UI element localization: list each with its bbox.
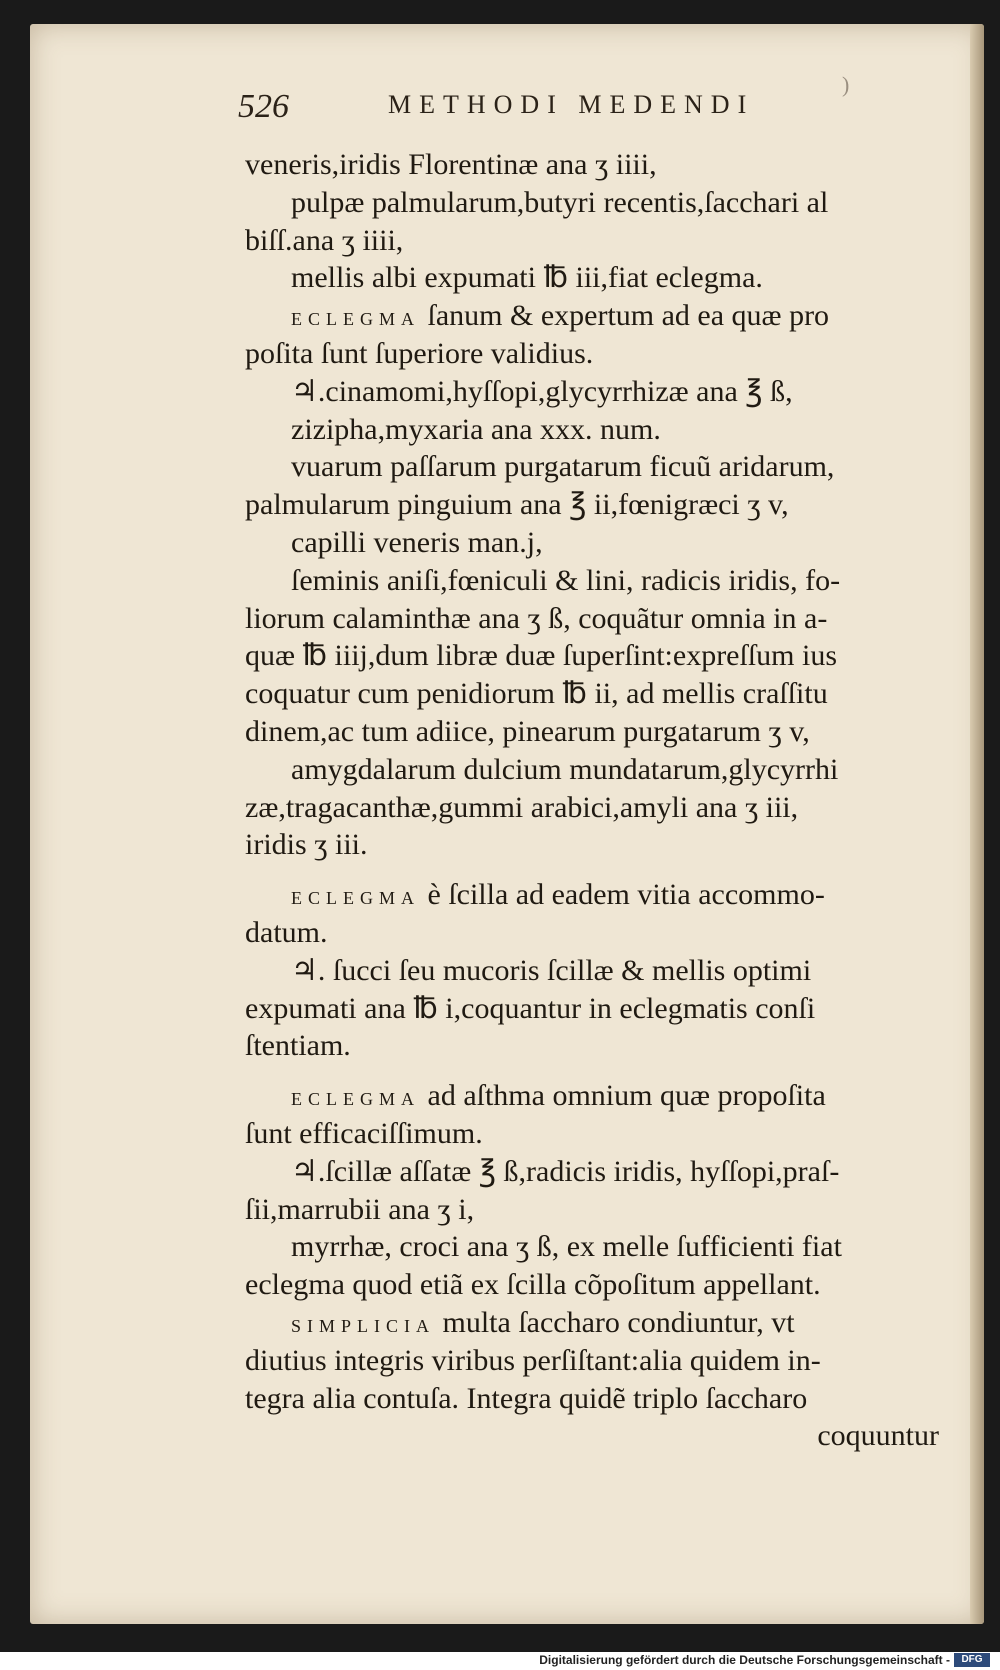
footer-credit: Digitalisierung gefördert durch die Deutsche Forschungsgemeinschaft - xyxy=(539,1653,950,1667)
page-header xyxy=(238,82,938,130)
line-text: zæ,tragacanthæ,gummi arabici,amyli ana ʒ iii, xyxy=(245,790,799,824)
page-gutter xyxy=(970,24,984,1624)
text-line xyxy=(245,1191,945,1229)
text-line xyxy=(245,1342,945,1380)
text-line xyxy=(245,146,945,184)
text-line xyxy=(245,184,945,222)
line-text: vuarum paſſarum purgatarum ficuũ aridarum, xyxy=(291,450,835,484)
line-text: diutius integris viribus perſiſtant:alia quidem in- xyxy=(245,1343,821,1377)
text-line xyxy=(245,259,945,297)
line-text: iridis ʒ iii. xyxy=(245,828,368,862)
text-line xyxy=(245,751,945,789)
page-number: 526 xyxy=(238,88,289,125)
line-text: eclegma quod etiã ex ſcilla cõpoſitum appellant. xyxy=(245,1268,821,1302)
small-caps-heading: ECLEGMA xyxy=(291,309,420,330)
text-line xyxy=(245,637,945,675)
line-text: dinem,ac tum adiice, pinearum purgatarum ʒ v, xyxy=(245,714,810,748)
line-text: amygdalarum dulcium mundatarum,glycyrrhi xyxy=(291,752,839,786)
line-text: ♃. ſucci ſeu mucoris ſcillæ & mellis optimi xyxy=(291,953,812,987)
line-text: ſanum & expertum ad ea quæ pro xyxy=(420,299,830,333)
line-text: poſita ſunt ſuperiore validius. xyxy=(245,336,594,370)
line-text: tegra alia contuſa. Integra quidẽ triplo ſaccharo xyxy=(245,1381,808,1415)
paragraph-gap xyxy=(245,1065,945,1077)
running-head: METHODI MEDENDI xyxy=(388,90,755,119)
text-line xyxy=(245,675,945,713)
book-page xyxy=(30,24,984,1624)
line-text: myrrhæ, croci ana ʒ ß, ex melle ſufficienti fiat xyxy=(291,1230,842,1264)
line-text: ſunt efficaciſſimum. xyxy=(245,1116,483,1150)
line-text: coquatur cum penidiorum ℔ ii, ad mellis craſſitu xyxy=(245,677,828,711)
text-line xyxy=(245,486,945,524)
margin-mark: ) xyxy=(842,72,850,97)
line-text: ſtentiam. xyxy=(245,1029,351,1063)
text-line xyxy=(245,1380,945,1418)
line-text: è ſcilla ad eadem vitia accommo- xyxy=(420,878,825,912)
line-text: ad aſthma omnium quæ propoſita xyxy=(420,1079,826,1113)
small-caps-heading: ECLEGMA xyxy=(291,888,420,909)
text-line xyxy=(245,411,945,449)
text-line xyxy=(245,713,945,751)
text-line xyxy=(245,789,945,827)
line-text: capilli veneris man.j, xyxy=(291,525,543,559)
text-line xyxy=(245,297,945,335)
text-line xyxy=(245,1153,945,1191)
line-text: multa ſaccharo condiuntur, vt xyxy=(435,1305,795,1339)
text-line xyxy=(245,1228,945,1266)
line-text: pulpæ palmularum,butyri recentis,ſacchari al xyxy=(291,185,829,219)
small-caps-heading: SIMPLICIA xyxy=(291,1315,436,1336)
text-line xyxy=(245,1027,945,1065)
text-line xyxy=(245,335,945,373)
line-text: liorum calaminthæ ana ʒ ß, coquãtur omnia in a- xyxy=(245,601,828,635)
line-text: ſeminis aniſi,fœniculi & lini, radicis iridis, fo- xyxy=(291,563,841,597)
text-line xyxy=(245,1304,945,1342)
line-text: ſii,marrubii ana ʒ i, xyxy=(245,1192,475,1226)
text-line xyxy=(245,448,945,486)
line-text: ♃.ſcillæ aſſatæ ℥ ß,radicis iridis, hyſſopi,praſ- xyxy=(291,1154,840,1188)
line-text: quæ ℔ iiij,dum libræ duæ ſuperſint:expreſſum ius xyxy=(245,639,838,673)
line-text: biſſ.ana ʒ iiii, xyxy=(245,223,404,257)
text-line xyxy=(245,373,945,411)
line-text: veneris,iridis Florentinæ ana ʒ iiii, xyxy=(245,148,657,181)
line-text: zizipha,myxaria ana xxx. num. xyxy=(291,412,661,446)
text-line xyxy=(245,1077,945,1115)
paragraph-gap xyxy=(245,864,945,876)
catchword xyxy=(245,1417,945,1455)
text-line xyxy=(245,952,945,990)
text-line xyxy=(245,562,945,600)
line-text: coquuntur xyxy=(817,1419,939,1453)
text-line xyxy=(245,1115,945,1153)
line-text: mellis albi expumati ℔ iii,fiat eclegma. xyxy=(291,261,763,295)
digitization-footer xyxy=(0,1652,1000,1670)
text-line xyxy=(245,222,945,260)
line-text: datum. xyxy=(245,915,328,949)
dfg-logo: DFG xyxy=(954,1653,990,1667)
line-text: expumati ana ℔ i,coquantur in eclegmatis conſi xyxy=(245,991,816,1025)
text-line xyxy=(245,914,945,952)
text-line xyxy=(245,524,945,562)
text-line xyxy=(245,876,945,914)
text-line xyxy=(245,826,945,864)
line-text: ♃.cinamomi,hyſſopi,glycyrrhizæ ana ℥ ß, xyxy=(291,374,793,408)
text-block xyxy=(245,146,945,1455)
small-caps-heading: ECLEGMA xyxy=(291,1089,420,1110)
text-line xyxy=(245,1266,945,1304)
text-line xyxy=(245,990,945,1028)
line-text: palmularum pinguium ana ℥ ii,fœnigræci ʒ v, xyxy=(245,488,789,522)
text-line xyxy=(245,600,945,638)
